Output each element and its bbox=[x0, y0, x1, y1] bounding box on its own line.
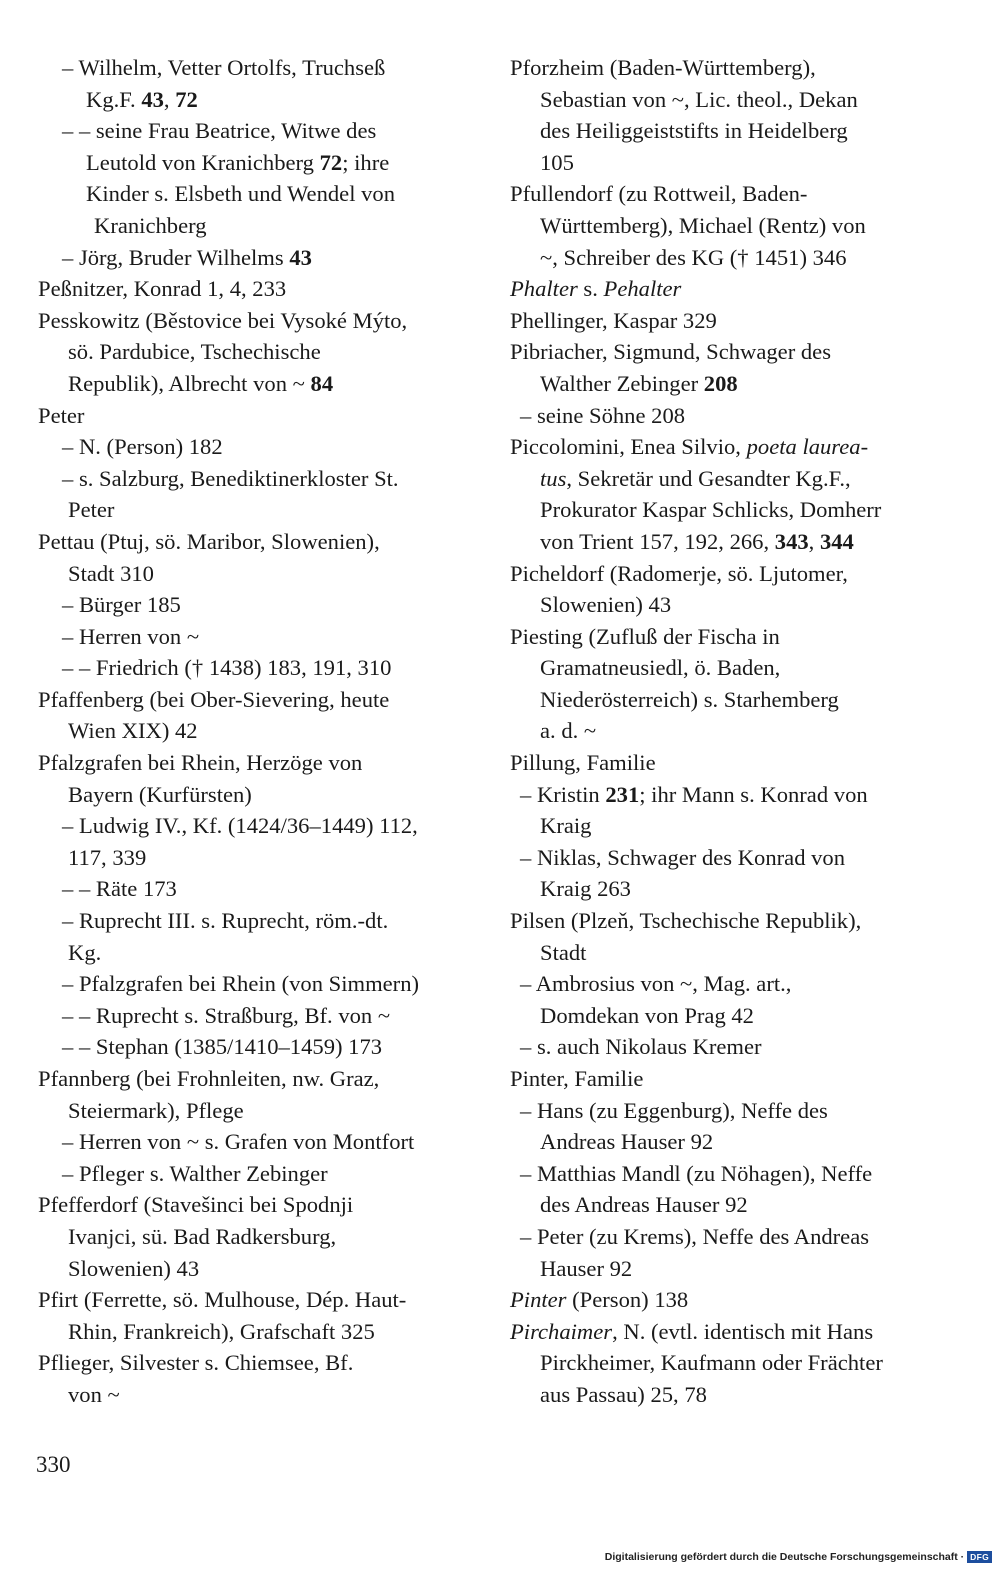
index-line bbox=[506, 684, 956, 716]
index-line bbox=[506, 336, 956, 368]
index-line bbox=[506, 115, 956, 147]
index-line bbox=[506, 715, 956, 747]
index-text: Kg.F. bbox=[86, 86, 142, 112]
index-line bbox=[506, 431, 956, 463]
index-text: , N. (evtl. identisch mit Hans bbox=[612, 1318, 874, 1344]
index-line bbox=[38, 1063, 478, 1095]
footer-text: Digitalisierung gefördert durch die Deutsche Forschungsgemeinschaft · bbox=[604, 1551, 965, 1563]
index-line bbox=[38, 810, 478, 842]
index-text: Pinter bbox=[510, 1287, 567, 1313]
index-line bbox=[506, 305, 956, 337]
index-text: Pfullendorf (zu Rottweil, Baden- bbox=[510, 181, 808, 207]
index-text: s. bbox=[577, 276, 604, 302]
index-text: – Kristin bbox=[520, 781, 606, 807]
index-text: Pirchaimer bbox=[510, 1318, 613, 1344]
index-text: – Peter (zu Krems), Neffe des Andreas bbox=[520, 1223, 870, 1249]
index-line bbox=[506, 1031, 956, 1063]
index-text: , bbox=[808, 528, 820, 554]
index-text: – Ludwig IV., Kf. (1424/36–1449) 112, bbox=[62, 813, 418, 839]
page-number: 330 bbox=[36, 1452, 71, 1477]
index-line bbox=[38, 715, 478, 747]
index-text: a. d. ~ bbox=[540, 718, 597, 744]
index-text: Andreas Hauser 92 bbox=[540, 1129, 714, 1155]
index-line bbox=[38, 431, 478, 463]
index-line bbox=[38, 842, 478, 874]
index-text: Phellinger, Kaspar 329 bbox=[510, 307, 717, 333]
index-line bbox=[38, 1095, 478, 1127]
index-text: ; ihre bbox=[342, 149, 390, 175]
index-text: Ivanjci, sü. Bad Radkersburg, bbox=[68, 1223, 337, 1249]
index-line bbox=[506, 1189, 956, 1221]
index-line bbox=[506, 621, 956, 653]
index-text: Bayern (Kurfürsten) bbox=[68, 781, 252, 807]
index-text: Kinder s. Elsbeth und Wendel von bbox=[86, 181, 396, 207]
index-line bbox=[506, 178, 956, 210]
index-text: Picheldorf (Radomerje, sö. Ljutomer, bbox=[510, 560, 848, 586]
index-line bbox=[38, 336, 478, 368]
index-line bbox=[38, 621, 478, 653]
index-text: Pirckheimer, Kaufmann oder Frächter bbox=[540, 1350, 883, 1376]
index-text: Prokurator Kaspar Schlicks, Domherr bbox=[540, 497, 882, 523]
index-line bbox=[38, 1221, 478, 1253]
index-line bbox=[506, 147, 956, 179]
index-text: – – Ruprecht s. Straßburg, Bf. von ~ bbox=[62, 1002, 391, 1028]
index-line bbox=[38, 368, 478, 400]
index-text: Württemberg), Michael (Rentz) von bbox=[540, 212, 866, 238]
index-line bbox=[506, 937, 956, 969]
index-line bbox=[38, 652, 478, 684]
index-text: – Hans (zu Eggenburg), Neffe des bbox=[520, 1097, 828, 1123]
index-line bbox=[506, 1379, 956, 1411]
index-line bbox=[38, 779, 478, 811]
index-line bbox=[506, 273, 956, 305]
index-line bbox=[506, 1063, 956, 1095]
index-line bbox=[506, 558, 956, 590]
index-text: von ~ bbox=[68, 1381, 120, 1407]
dfg-logo: DFG bbox=[967, 1551, 992, 1563]
index-text: Rhin, Frankreich), Grafschaft 325 bbox=[68, 1318, 375, 1344]
index-text: – Wilhelm, Vetter Ortolfs, Truchseß bbox=[62, 55, 386, 80]
index-text: – N. (Person) 182 bbox=[62, 434, 223, 460]
index-line bbox=[506, 242, 956, 274]
index-text: Stadt 310 bbox=[68, 560, 154, 586]
index-line bbox=[38, 684, 478, 716]
index-line bbox=[38, 905, 478, 937]
index-text: – s. auch Nikolaus Kremer bbox=[520, 1034, 762, 1060]
index-text: des Andreas Hauser 92 bbox=[540, 1192, 748, 1218]
index-text: – Ambrosius von ~, Mag. art., bbox=[520, 971, 792, 997]
index-line bbox=[38, 115, 478, 147]
index-text: 105 bbox=[540, 149, 574, 175]
index-text: Pflieger, Silvester s. Chiemsee, Bf. bbox=[38, 1350, 354, 1376]
index-line bbox=[38, 210, 478, 242]
index-text: – seine Söhne 208 bbox=[520, 402, 686, 428]
index-column-right bbox=[506, 52, 956, 1411]
index-text: tus bbox=[540, 465, 567, 491]
index-line bbox=[506, 1284, 956, 1316]
index-line bbox=[506, 52, 956, 84]
index-text: 72 bbox=[175, 86, 198, 112]
index-line bbox=[38, 1189, 478, 1221]
index-text: Walther Zebinger bbox=[540, 370, 704, 396]
index-text: Pesskowitz (Běstovice bei Vysoké Mýto, bbox=[38, 307, 408, 333]
index-text: Peßnitzer, Konrad 1, 4, 233 bbox=[38, 276, 287, 302]
index-line bbox=[38, 1284, 478, 1316]
index-text: – Pfleger s. Walther Zebinger bbox=[62, 1160, 328, 1186]
index-line bbox=[506, 1158, 956, 1190]
index-line bbox=[506, 589, 956, 621]
index-text: – Niklas, Schwager des Konrad von bbox=[520, 844, 846, 870]
index-text: – – Stephan (1385/1410–1459) 173 bbox=[62, 1034, 383, 1060]
index-text: aus Passau) 25, 78 bbox=[540, 1381, 707, 1407]
index-text: Gramatneusiedl, ö. Baden, bbox=[540, 655, 781, 681]
index-line bbox=[38, 147, 478, 179]
index-text: 208 bbox=[703, 370, 738, 396]
index-text: Pfefferdorf (Stavešinci bei Spodnji bbox=[38, 1192, 354, 1218]
index-line bbox=[506, 1126, 956, 1158]
index-text: Stadt bbox=[540, 939, 587, 965]
index-text: ~, Schreiber des KG († 1451) 346 bbox=[540, 244, 847, 270]
index-text: – Ruprecht III. s. Ruprecht, röm.-dt. bbox=[62, 908, 389, 934]
index-line bbox=[506, 1347, 956, 1379]
index-line bbox=[506, 210, 956, 242]
index-text: 117, 339 bbox=[68, 844, 147, 870]
index-text: 343 bbox=[774, 528, 809, 554]
index-line bbox=[506, 968, 956, 1000]
index-line bbox=[38, 463, 478, 495]
index-text: Slowenien) 43 bbox=[68, 1255, 200, 1281]
index-line bbox=[38, 84, 478, 116]
index-text: – Herren von ~ s. Grafen von Montfort bbox=[62, 1129, 415, 1155]
index-line bbox=[38, 242, 478, 274]
index-text: Wien XIX) 42 bbox=[68, 718, 198, 744]
index-text: – – seine Frau Beatrice, Witwe des bbox=[62, 118, 377, 144]
index-line bbox=[38, 873, 478, 905]
index-text: Pehalter bbox=[603, 276, 682, 302]
index-line bbox=[38, 1031, 478, 1063]
index-line bbox=[506, 1316, 956, 1348]
index-line bbox=[506, 1000, 956, 1032]
index-line bbox=[506, 1095, 956, 1127]
footer-credit bbox=[605, 1551, 992, 1563]
index-text: – Jörg, Bruder Wilhelms bbox=[62, 244, 290, 270]
index-text: 84 bbox=[310, 370, 334, 396]
index-line bbox=[506, 463, 956, 495]
index-line bbox=[506, 400, 956, 432]
index-text: – – Räte 173 bbox=[62, 876, 177, 902]
index-text: Peter bbox=[68, 497, 115, 523]
index-line bbox=[506, 526, 956, 558]
index-text: , Sekretär und Gesandter Kg.F., bbox=[566, 465, 851, 491]
index-text: , bbox=[163, 86, 176, 112]
index-text: des Heiliggeiststifts in Heidelberg bbox=[540, 118, 848, 144]
index-line bbox=[38, 968, 478, 1000]
index-line bbox=[506, 368, 956, 400]
index-text: Pettau (Ptuj, sö. Maribor, Slowenien), bbox=[38, 528, 380, 554]
index-text: 344 bbox=[819, 528, 854, 554]
index-text: 72 bbox=[319, 149, 343, 175]
index-text: – Herren von ~ bbox=[62, 623, 200, 649]
index-text: Hauser 92 bbox=[540, 1255, 633, 1281]
index-line bbox=[506, 905, 956, 937]
index-text: 231 bbox=[605, 781, 640, 807]
index-text: – Matthias Mandl (zu Nöhagen), Neffe bbox=[520, 1160, 873, 1186]
index-line bbox=[38, 1347, 478, 1379]
index-line bbox=[38, 273, 478, 305]
index-line bbox=[38, 747, 478, 779]
index-text: Piesting (Zufluß der Fischa in bbox=[510, 623, 780, 649]
index-text: – Bürger 185 bbox=[62, 592, 181, 618]
index-text: ; ihr Mann s. Konrad von bbox=[639, 781, 868, 807]
index-line bbox=[38, 1126, 478, 1158]
index-line bbox=[38, 1158, 478, 1190]
index-text: – Pfalzgrafen bei Rhein (von Simmern) bbox=[62, 971, 420, 997]
index-line bbox=[506, 84, 956, 116]
index-text: Kraig bbox=[540, 813, 592, 839]
index-text: Peter bbox=[38, 402, 85, 428]
index-text: Niederösterreich) s. Starhemberg bbox=[540, 686, 839, 712]
index-line bbox=[506, 494, 956, 526]
index-text: Pinter, Familie bbox=[510, 1066, 644, 1091]
index-line bbox=[38, 1316, 478, 1348]
index-line bbox=[506, 873, 956, 905]
index-text: Pforzheim (Baden-Württemberg), bbox=[510, 55, 816, 80]
index-line bbox=[38, 1000, 478, 1032]
index-text: Leutold von Kranichberg bbox=[86, 149, 320, 175]
index-line bbox=[38, 1379, 478, 1411]
index-text: sö. Pardubice, Tschechische bbox=[68, 339, 321, 365]
index-text: Republik), Albrecht von ~ bbox=[68, 370, 311, 396]
index-line bbox=[506, 779, 956, 811]
index-text: Pillung, Familie bbox=[510, 750, 656, 776]
index-line bbox=[38, 526, 478, 558]
index-line bbox=[506, 1253, 956, 1285]
index-line bbox=[38, 1253, 478, 1285]
index-line bbox=[38, 400, 478, 432]
index-text: Slowenien) 43 bbox=[540, 592, 672, 618]
index-text: Pibriacher, Sigmund, Schwager des bbox=[510, 339, 831, 365]
index-text: von Trient 157, 192, 266, bbox=[540, 528, 775, 554]
index-text: poeta laurea- bbox=[746, 434, 869, 460]
index-line bbox=[506, 652, 956, 684]
index-line bbox=[38, 305, 478, 337]
index-text: Domdekan von Prag 42 bbox=[540, 1002, 754, 1028]
index-line bbox=[38, 178, 478, 210]
index-text: Kranichberg bbox=[94, 212, 207, 238]
index-text: – – Friedrich († 1438) 183, 191, 310 bbox=[62, 655, 392, 681]
index-text: Pfalzgrafen bei Rhein, Herzöge von bbox=[38, 750, 363, 776]
index-line bbox=[38, 937, 478, 969]
index-text: Steiermark), Pflege bbox=[68, 1097, 244, 1123]
index-line bbox=[38, 558, 478, 590]
index-line bbox=[38, 494, 478, 526]
index-line bbox=[506, 810, 956, 842]
index-text: Pfirt (Ferrette, sö. Mulhouse, Dép. Haut- bbox=[38, 1287, 407, 1313]
index-line bbox=[506, 842, 956, 874]
index-column-left bbox=[38, 52, 478, 1411]
index-text: Kg. bbox=[68, 939, 102, 965]
index-text: – s. Salzburg, Benediktinerkloster St. bbox=[62, 465, 399, 491]
index-text: Pilsen (Plzeň, Tschechische Republik), bbox=[510, 908, 862, 934]
index-line bbox=[506, 1221, 956, 1253]
index-text: (Person) 138 bbox=[566, 1287, 689, 1313]
index-text: 43 bbox=[141, 86, 164, 112]
index-line bbox=[506, 747, 956, 779]
index-text: Phalter bbox=[510, 276, 578, 302]
index-line bbox=[38, 589, 478, 621]
index-text: Pfannberg (bei Frohnleiten, nw. Graz, bbox=[38, 1066, 380, 1091]
index-text: Sebastian von ~, Lic. theol., Dekan bbox=[540, 86, 858, 112]
index-text: Pfaffenberg (bei Ober-Sievering, heute bbox=[38, 686, 390, 712]
index-text: Piccolomini, Enea Silvio, bbox=[510, 434, 747, 460]
index-line bbox=[38, 52, 478, 84]
index-text: 43 bbox=[289, 244, 312, 270]
index-text: Kraig 263 bbox=[540, 876, 631, 902]
